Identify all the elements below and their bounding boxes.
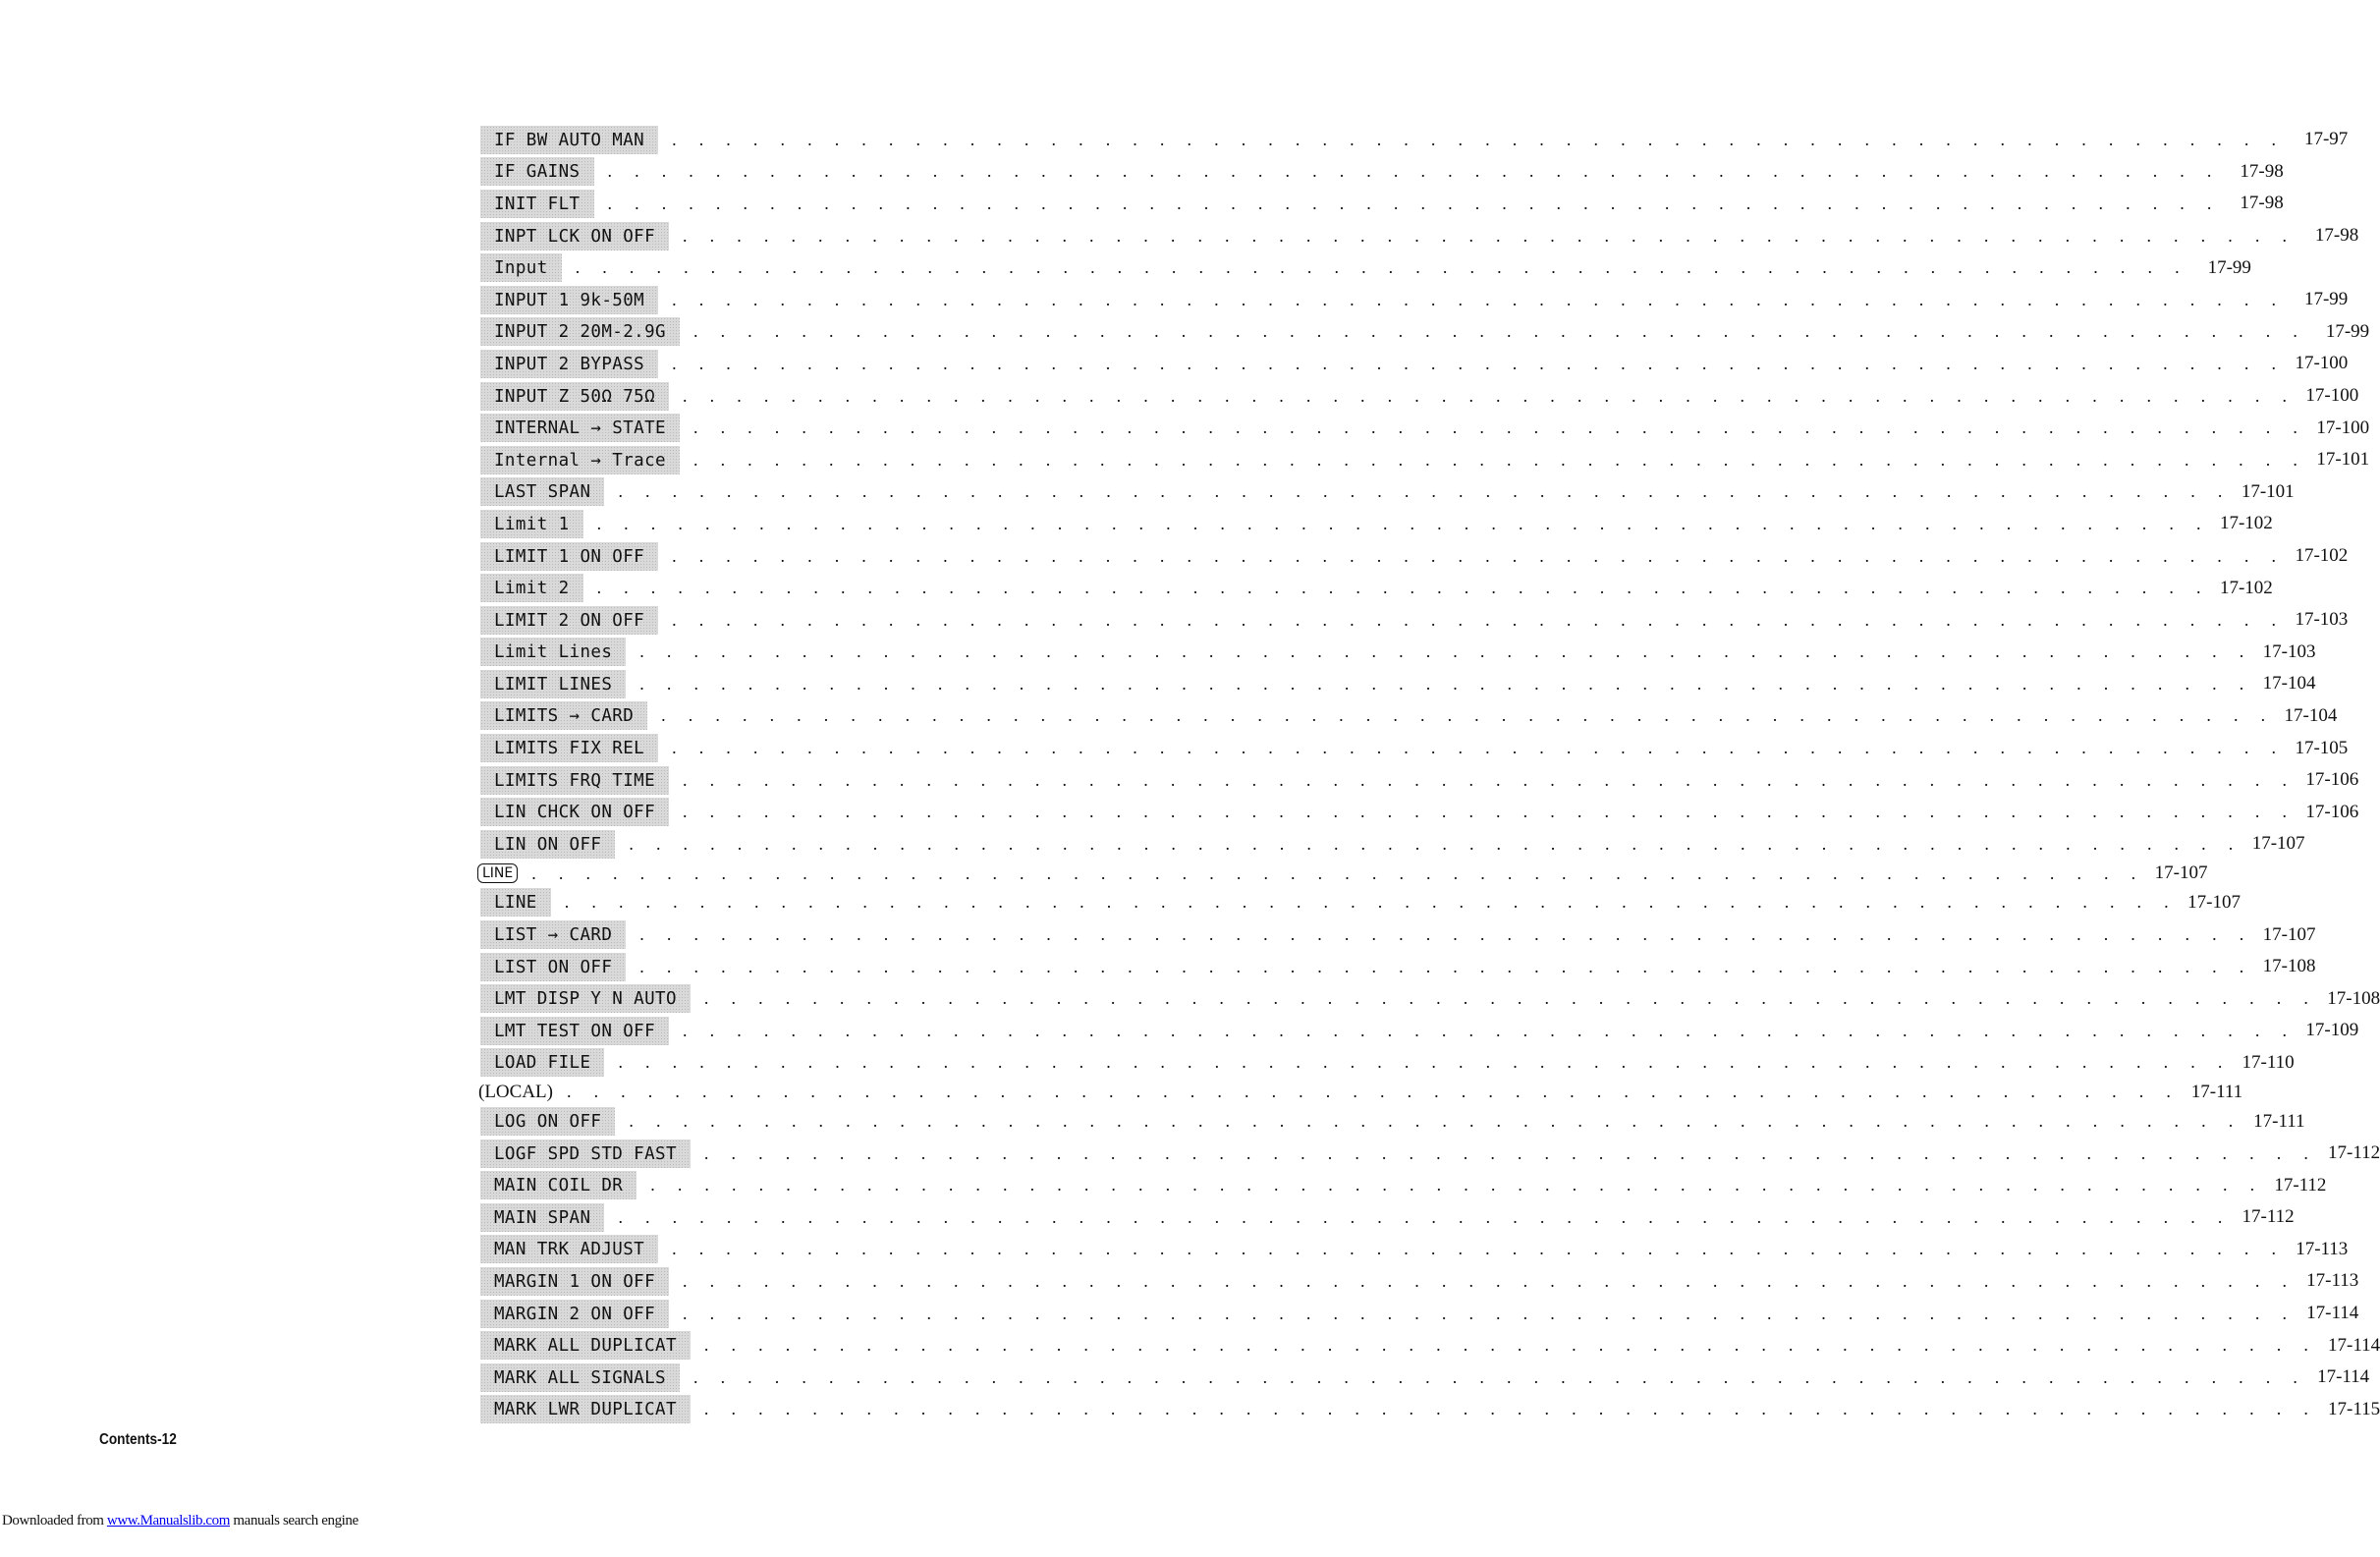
toc-entry[interactable] [480, 1015, 2359, 1047]
page-number: 17-103 [2295, 609, 2349, 631]
page-number: 17-112 [2274, 1174, 2327, 1196]
toc-entry[interactable] [480, 1394, 2380, 1426]
softkey-label: LMT DISP Y N AUTO [480, 984, 691, 1013]
toc-entry[interactable] [480, 887, 2241, 919]
dot-leader: . . . . . . . . . . . . . . . . . . . . . . . . . . . . . . . . . . . . . . . . . . . . . . . . . . . . . . . . . . . . [703, 1335, 2318, 1356]
page-number: 17-101 [2316, 449, 2370, 471]
page-number: 17-111 [2253, 1110, 2305, 1132]
toc-entry[interactable] [480, 828, 2305, 861]
dot-leader: . . . . . . . . . . . . . . . . . . . . . . . . . . . . . . . . . . . . . . . . . . . . . . . . . . . . . . . . . . . . [629, 833, 2242, 854]
page-number: 17-102 [2219, 513, 2273, 534]
softkey-label: LIST ON OFF [480, 953, 626, 981]
dot-leader: . . . . . . . . . . . . . . . . . . . . . . . . . . . . . . . . . . . . . . . . . . . . . . . . . . . . . . . . . . . . [683, 769, 2297, 790]
toc-entry[interactable] [478, 1079, 2243, 1105]
page-number: 17-104 [2284, 704, 2338, 726]
dot-leader: . . . . . . . . . . . . . . . . . . . . . . . . . . . . . . . . . . . . . . . . . . . . . . . . . . . . . . . . . . . . [672, 129, 2286, 149]
dot-leader: . . . . . . . . . . . . . . . . . . . . . . . . . . . . . . . . . . . . . . . . . . . . . . . . . . . . . . . . . . . . [639, 641, 2253, 662]
page-number: 17-102 [2295, 545, 2349, 567]
dot-leader: . . . . . . . . . . . . . . . . . . . . . . . . . . . . . . . . . . . . . . . . . . . . . . . . . . . . . . . . . . . . [672, 738, 2286, 758]
toc-entry[interactable] [480, 220, 2359, 252]
page-number: 17-98 [2314, 225, 2359, 247]
dot-leader: . . . . . . . . . . . . . . . . . . . . . . . . . . . . . . . . . . . . . . . . . . . . . . . . . . . . . . . . . . . . [683, 225, 2297, 246]
toc-entry[interactable] [480, 732, 2349, 764]
softkey-label: IF BW AUTO MAN [480, 126, 658, 154]
toc-entry[interactable] [480, 700, 2338, 733]
softkey-label: LOGF SPD STD FAST [480, 1140, 691, 1168]
toc-entry[interactable] [480, 764, 2359, 797]
softkey-label: INIT FLT [480, 190, 594, 218]
softkey-label: LOG ON OFF [480, 1107, 615, 1136]
dot-leader: . . . . . . . . . . . . . . . . . . . . . . . . . . . . . . . . . . . . . . . . . . . . . . . . . . . . . . . . . . . . [703, 1399, 2318, 1419]
dot-leader: . . . . . . . . . . . . . . . . . . . . . . . . . . . . . . . . . . . . . . . . . . . . . . . . . . . . . . . . . . . . [607, 161, 2221, 182]
softkey-label: LIST → CARD [480, 920, 626, 949]
toc-entry[interactable] [480, 444, 2370, 476]
softkey-label: LIMIT 2 ON OFF [480, 606, 658, 635]
dot-leader: . . . . . . . . . . . . . . . . . . . . . . . . . . . . . . . . . . . . . . . . . . . . . . . . . . . . . . . . . . . . [683, 802, 2297, 822]
dot-leader: . . . . . . . . . . . . . . . . . . . . . . . . . . . . . . . . . . . . . . . . . . . . . . . . . . . . . . . . . . . . [683, 1020, 2297, 1040]
softkey-label: Limit 2 [480, 574, 583, 602]
page-number: 17-102 [2219, 577, 2273, 598]
page-footer-label: Contents-12 [99, 1431, 177, 1448]
softkey-label: IF GAINS [480, 157, 594, 186]
dot-leader: . . . . . . . . . . . . . . . . . . . . . . . . . . . . . . . . . . . . . . . . . . . . . . . . . . . . . . . . . . . . [596, 578, 2210, 598]
dot-leader: . . . . . . . . . . . . . . . . . . . . . . . . . . . . . . . . . . . . . . . . . . . . . . . . . . . . . . . . . . . . [692, 1366, 2307, 1387]
softkey-label: LOAD FILE [480, 1048, 604, 1077]
toc-entry[interactable] [480, 1138, 2380, 1170]
toc-entry[interactable] [480, 251, 2251, 284]
page-number: 17-104 [2262, 673, 2316, 695]
watermark-prefix: Downloaded from [2, 1513, 107, 1529]
softkey-label: MARK ALL SIGNALS [480, 1363, 680, 1392]
dot-leader: . . . . . . . . . . . . . . . . . . . . . . . . . . . . . . . . . . . . . . . . . . . . . . . . . . . . . . . . . . . . [629, 1111, 2242, 1132]
softkey-label: Input [480, 253, 562, 282]
page-number: 17-101 [2241, 480, 2295, 502]
softkey-label: Limit Lines [480, 638, 626, 666]
softkey-label: INPUT 2 BYPASS [480, 350, 658, 378]
toc-entry[interactable] [480, 316, 2370, 349]
page-number: 17-99 [2303, 289, 2349, 310]
softkey-label: LIN ON OFF [480, 830, 615, 859]
page-number: 17-114 [2306, 1303, 2359, 1324]
softkey-label: INPUT Z 50Ω 75Ω [480, 382, 669, 411]
hardkey-label: LINE [477, 863, 518, 883]
toc-entry[interactable] [480, 861, 2208, 887]
page-number: 17-108 [2262, 956, 2316, 977]
page-number: 17-112 [2328, 1142, 2380, 1164]
page-number: 17-109 [2305, 1020, 2359, 1041]
softkey-label: INPT LCK ON OFF [480, 222, 669, 250]
page-number: 17-103 [2262, 640, 2316, 662]
watermark-suffix: manuals search engine [230, 1513, 359, 1529]
download-watermark [2, 1513, 359, 1529]
toc-entry[interactable] [480, 1047, 2295, 1080]
page-number: 17-113 [2306, 1270, 2359, 1292]
page-number: 17-108 [2327, 987, 2380, 1009]
toc-entry[interactable] [480, 412, 2370, 444]
softkey-label: INTERNAL → STATE [480, 414, 680, 442]
page-number: 17-114 [2328, 1334, 2380, 1356]
softkey-label: LIMIT LINES [480, 670, 626, 698]
dot-leader: . . . . . . . . . . . . . . . . . . . . . . . . . . . . . . . . . . . . . . . . . . . . . . . . . . . . . . . . . . . . [639, 956, 2253, 976]
dot-leader: . . . . . . . . . . . . . . . . . . . . . . . . . . . . . . . . . . . . . . . . . . . . . . . . . . . . . . . . . . . . [618, 1206, 2232, 1227]
toc-entry[interactable] [480, 1329, 2380, 1362]
dot-leader: . . . . . . . . . . . . . . . . . . . . . . . . . . . . . . . . . . . . . . . . . . . . . . . . . . . . . . . . . . . . [683, 385, 2297, 406]
page-number: 17-107 [2154, 862, 2208, 884]
dot-leader: . . . . . . . . . . . . . . . . . . . . . . . . . . . . . . . . . . . . . . . . . . . . . . . . . . . . . . . . . . . . [575, 257, 2188, 278]
dot-leader: . . . . . . . . . . . . . . . . . . . . . . . . . . . . . . . . . . . . . . . . . . . . . . . . . . . . . . . . . . . . [703, 988, 2318, 1009]
dot-leader: . . . . . . . . . . . . . . . . . . . . . . . . . . . . . . . . . . . . . . . . . . . . . . . . . . . . . . . . . . . . [683, 1270, 2297, 1291]
page-number: 17-105 [2295, 737, 2349, 758]
page-number: 17-107 [2262, 923, 2316, 945]
dot-leader: . . . . . . . . . . . . . . . . . . . . . . . . . . . . . . . . . . . . . . . . . . . . . . . . . . . . . . . . . . . . [639, 924, 2253, 945]
page-number: 17-107 [2187, 891, 2241, 913]
toc-entry[interactable] [480, 124, 2349, 156]
softkey-label: LIMITS FRQ TIME [480, 766, 669, 795]
toc-entry[interactable] [480, 1201, 2295, 1234]
entry-label: (LOCAL) [478, 1081, 553, 1102]
softkey-label: LIMIT 1 ON OFF [480, 542, 658, 571]
page-number: 17-111 [2190, 1081, 2243, 1102]
softkey-label: MAN TRK ADJUST [480, 1235, 658, 1263]
dot-leader: . . . . . . . . . . . . . . . . . . . . . . . . . . . . . . . . . . . . . . . . . . . . . . . . . . . . . . . . . . . . [650, 1175, 2264, 1196]
softkey-label: LAST SPAN [480, 477, 604, 506]
dot-leader: . . . . . . . . . . . . . . . . . . . . . . . . . . . . . . . . . . . . . . . . . . . . . . . . . . . . . . . . . . . . [531, 862, 2145, 883]
dot-leader: . . . . . . . . . . . . . . . . . . . . . . . . . . . . . . . . . . . . . . . . . . . . . . . . . . . . . . . . . . . . [692, 449, 2307, 470]
toc-entry[interactable] [480, 1105, 2305, 1138]
page-number: 17-106 [2305, 801, 2359, 822]
dot-leader: . . . . . . . . . . . . . . . . . . . . . . . . . . . . . . . . . . . . . . . . . . . . . . . . . . . . . . . . . . . . [703, 1142, 2318, 1163]
toc-entry[interactable] [480, 982, 2380, 1015]
softkey-label: MAIN SPAN [480, 1203, 604, 1232]
toc-entry[interactable] [480, 540, 2349, 573]
toc-entry[interactable] [480, 604, 2349, 637]
dot-leader: . . . . . . . . . . . . . . . . . . . . . . . . . . . . . . . . . . . . . . . . . . . . . . . . . . . . . . . . . . . . [672, 1239, 2286, 1259]
toc-entry[interactable] [480, 156, 2284, 189]
softkey-label: Limit 1 [480, 510, 583, 538]
toc-entry[interactable] [480, 508, 2273, 540]
dot-leader: . . . . . . . . . . . . . . . . . . . . . . . . . . . . . . . . . . . . . . . . . . . . . . . . . . . . . . . . . . . . [692, 417, 2307, 438]
page-number: 17-107 [2251, 833, 2305, 855]
toc-entry[interactable] [480, 637, 2316, 669]
page-number: 17-106 [2305, 769, 2359, 791]
toc-entry[interactable] [480, 572, 2273, 604]
toc-entry[interactable] [480, 1234, 2349, 1266]
dot-leader: . . . . . . . . . . . . . . . . . . . . . . . . . . . . . . . . . . . . . . . . . . . . . . . . . . . . . . . . . . . . [692, 321, 2307, 342]
dot-leader: . . . . . . . . . . . . . . . . . . . . . . . . . . . . . . . . . . . . . . . . . . . . . . . . . . . . . . . . . . . . [672, 289, 2286, 309]
dot-leader: . . . . . . . . . . . . . . . . . . . . . . . . . . . . . . . . . . . . . . . . . . . . . . . . . . . . . . . . . . . . [607, 193, 2221, 213]
page-number: 17-98 [2240, 193, 2284, 214]
dot-leader: . . . . . . . . . . . . . . . . . . . . . . . . . . . . . . . . . . . . . . . . . . . . . . . . . . . . . . . . . . . . [566, 1082, 2181, 1102]
dot-leader: . . . . . . . . . . . . . . . . . . . . . . . . . . . . . . . . . . . . . . . . . . . . . . . . . . . . . . . . . . . . [639, 673, 2253, 694]
toc-entry[interactable] [480, 1265, 2359, 1298]
toc-entry[interactable] [480, 918, 2316, 951]
manualslib-link[interactable]: www.Manualslib.com [106, 1513, 231, 1529]
toc-entry[interactable] [480, 951, 2316, 983]
dot-leader: . . . . . . . . . . . . . . . . . . . . . . . . . . . . . . . . . . . . . . . . . . . . . . . . . . . . . . . . . . . . [672, 353, 2286, 373]
softkey-label: LIN CHCK ON OFF [480, 798, 669, 826]
toc-entry[interactable] [480, 1298, 2359, 1330]
page-number: 17-110 [2242, 1051, 2295, 1073]
softkey-label: Internal → Trace [480, 446, 680, 474]
softkey-label: INPUT 1 9k-50M [480, 286, 658, 314]
softkey-label: MAIN COIL DR [480, 1171, 637, 1199]
softkey-label: INPUT 2 20M-2.9G [480, 317, 680, 346]
dot-leader: . . . . . . . . . . . . . . . . . . . . . . . . . . . . . . . . . . . . . . . . . . . . . . . . . . . . . . . . . . . . [618, 1052, 2232, 1073]
toc-entry[interactable] [480, 348, 2349, 380]
softkey-label: MARK ALL DUPLICAT [480, 1331, 691, 1360]
toc-entry[interactable] [480, 796, 2359, 828]
page-number: 17-99 [2325, 320, 2370, 342]
toc-entry[interactable] [480, 1362, 2370, 1394]
page-number: 17-99 [2207, 256, 2251, 278]
page-number: 17-113 [2296, 1238, 2349, 1259]
softkey-label: LIMITS → CARD [480, 701, 647, 730]
softkey-label: LMT TEST ON OFF [480, 1017, 669, 1045]
page-number: 17-112 [2242, 1206, 2295, 1228]
toc-entry[interactable] [480, 1169, 2327, 1201]
page-number: 17-100 [2305, 385, 2359, 407]
softkey-label: LINE [480, 888, 551, 917]
softkey-label: LIMITS FIX REL [480, 734, 658, 762]
softkey-label: MARGIN 1 ON OFF [480, 1267, 669, 1296]
dot-leader: . . . . . . . . . . . . . . . . . . . . . . . . . . . . . . . . . . . . . . . . . . . . . . . . . . . . . . . . . . . . [618, 481, 2232, 502]
dot-leader: . . . . . . . . . . . . . . . . . . . . . . . . . . . . . . . . . . . . . . . . . . . . . . . . . . . . . . . . . . . . [683, 1303, 2297, 1323]
toc-entry[interactable] [480, 380, 2359, 413]
page-number: 17-97 [2303, 129, 2349, 150]
dot-leader: . . . . . . . . . . . . . . . . . . . . . . . . . . . . . . . . . . . . . . . . . . . . . . . . . . . . . . . . . . . . [672, 545, 2286, 566]
dot-leader: . . . . . . . . . . . . . . . . . . . . . . . . . . . . . . . . . . . . . . . . . . . . . . . . . . . . . . . . . . . . [661, 705, 2275, 726]
page-number: 17-98 [2240, 160, 2284, 182]
page-number: 17-100 [2316, 417, 2370, 438]
dot-leader: . . . . . . . . . . . . . . . . . . . . . . . . . . . . . . . . . . . . . . . . . . . . . . . . . . . . . . . . . . . . [564, 892, 2178, 913]
toc-entry[interactable] [480, 476, 2295, 509]
softkey-label: MARK LWR DUPLICAT [480, 1395, 691, 1423]
dot-leader: . . . . . . . . . . . . . . . . . . . . . . . . . . . . . . . . . . . . . . . . . . . . . . . . . . . . . . . . . . . . [596, 513, 2210, 533]
softkey-label: MARGIN 2 ON OFF [480, 1300, 669, 1328]
toc-entry[interactable] [480, 668, 2316, 700]
page-number: 17-114 [2317, 1366, 2370, 1388]
toc-entry[interactable] [480, 188, 2284, 220]
toc-list [478, 124, 2380, 1425]
page-number: 17-100 [2295, 353, 2349, 374]
page-number: 17-115 [2328, 1398, 2380, 1419]
toc-entry[interactable] [480, 284, 2349, 316]
dot-leader: . . . . . . . . . . . . . . . . . . . . . . . . . . . . . . . . . . . . . . . . . . . . . . . . . . . . . . . . . . . . [672, 609, 2286, 630]
